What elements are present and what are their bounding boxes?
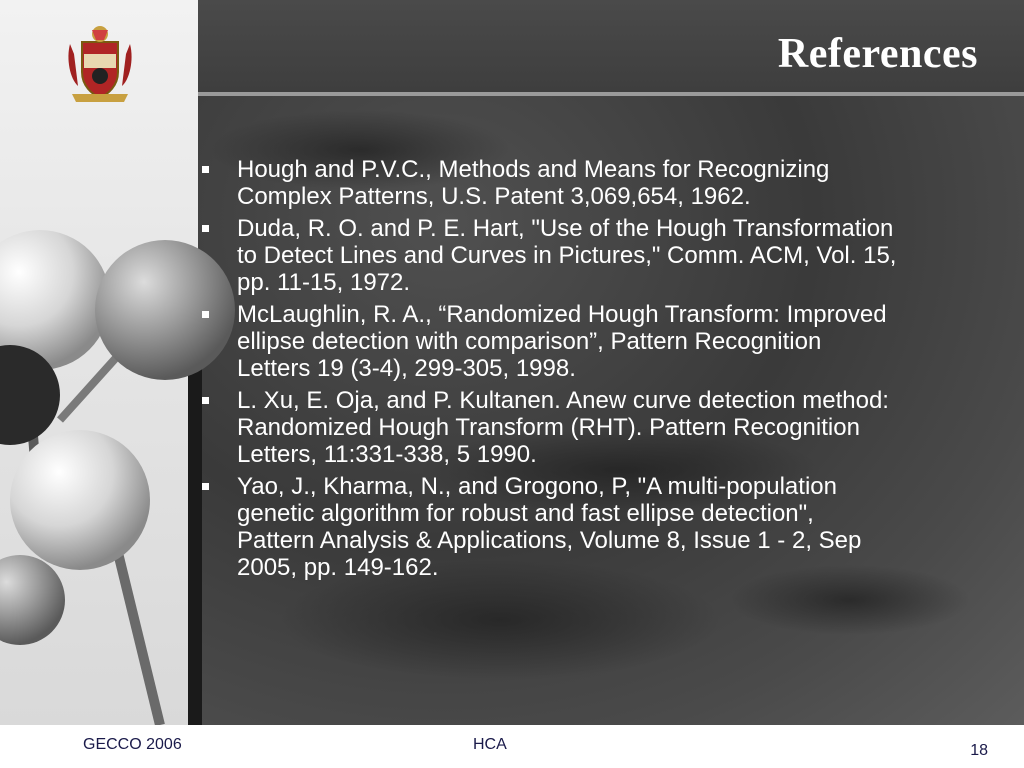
crest-icon [64,24,136,104]
footer-conference: GECCO 2006 [83,736,182,753]
reference-line: Yao, J., Kharma, N., and Grogono, P, "A multi-population [237,473,837,500]
reference-line: Letters 19 (3-4), 299-305, 1998. [237,355,576,382]
reference-line: Duda, R. O. and P. E. Hart, "Use of the Hough Transformation [237,215,894,242]
reference-line: L. Xu, E. Oja, and P. Kultanen. Anew curve detection method: [237,387,889,414]
reference-line: to Detect Lines and Curves in Pictures," Comm. ACM, Vol. 15, [237,242,897,269]
bullet-icon [202,397,209,404]
reference-list [202,156,1017,586]
slide-footer [0,725,1024,768]
footer-title: HCA [473,736,507,753]
reference-line: Complex Patterns, U.S. Patent 3,069,654, 1962. [237,183,751,210]
reference-item [202,215,1017,296]
page-number: 18 [970,742,988,759]
reference-item [202,301,1017,382]
reference-item [202,387,1017,468]
reference-item [202,473,1017,581]
slide-title: References [777,31,978,77]
reference-line: pp. 11-15, 1972. [237,269,411,296]
reference-line: Letters, 11:331-338, 5 1990. [237,441,537,468]
bullet-icon [202,483,209,490]
reference-line: genetic algorithm for robust and fast ellipse detection", [237,500,814,527]
bullet-icon [202,225,209,232]
reference-line: 2005, pp. 149-162. [237,554,439,581]
reference-line: McLaughlin, R. A., “Randomized Hough Transform: Improved [237,301,887,328]
reference-line: Hough and P.V.C., Methods and Means for Recognizing [237,156,830,183]
bullet-icon [202,311,209,318]
reference-line: Pattern Analysis & Applications, Volume 8, Issue 1 - 2, Sep [237,527,862,554]
reference-line: Randomized Hough Transform (RHT). Pattern Recognition [237,414,860,441]
reference-line: ellipse detection with comparison”, Pattern Recognition [237,328,822,355]
bullet-icon [202,166,209,173]
reference-item [202,156,1017,210]
